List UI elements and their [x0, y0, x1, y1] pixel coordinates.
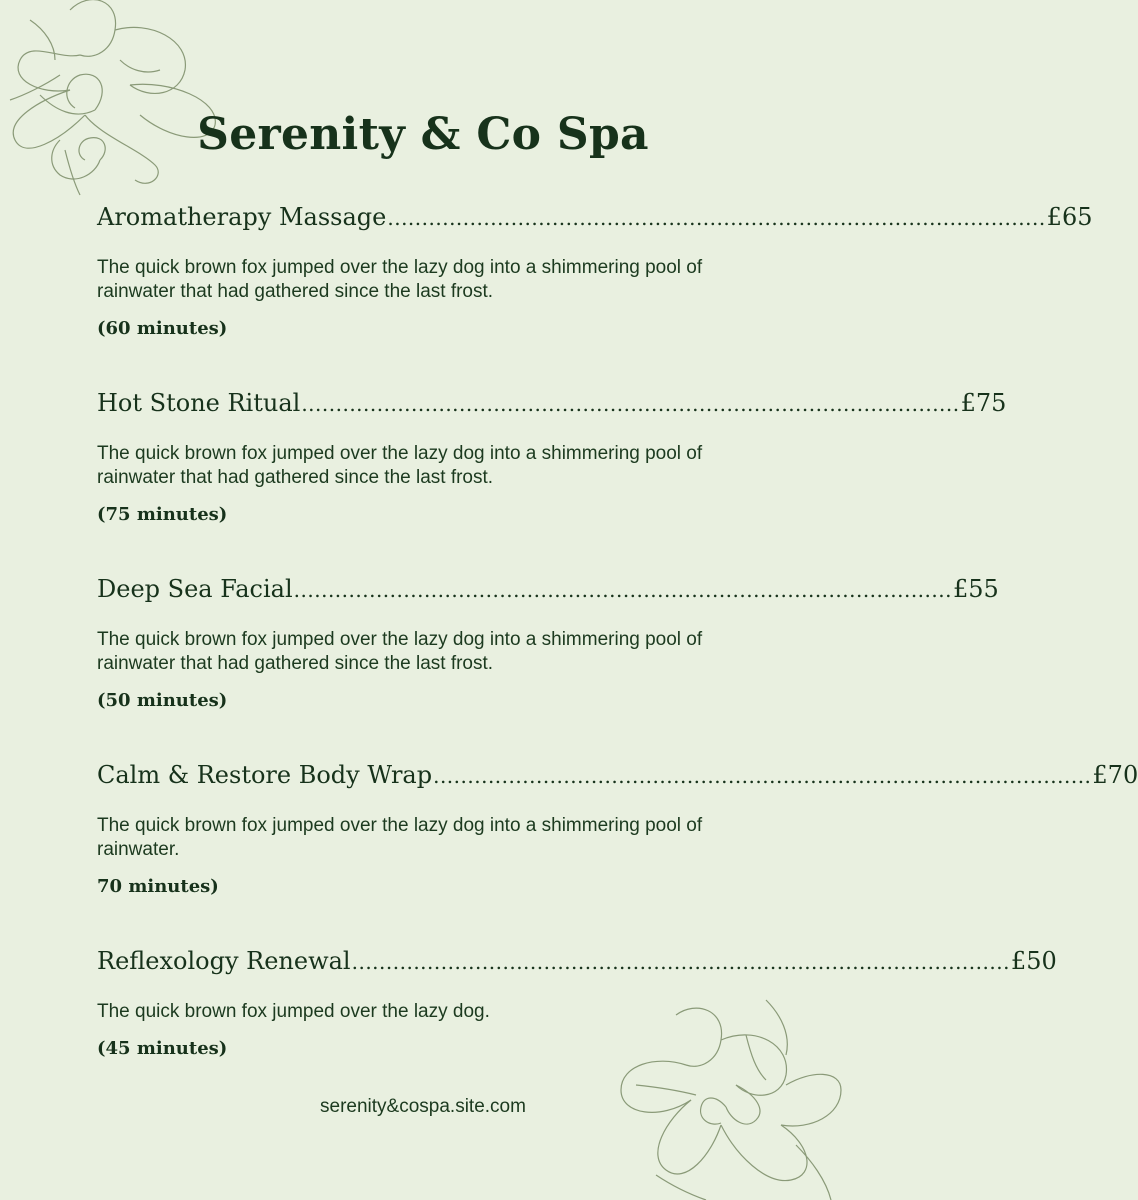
service-description: The quick brown fox jumped over the lazy dog into a shimmering pool of rainwater that had gathered since the last frost. [97, 629, 703, 674]
service-item [97, 761, 1138, 947]
service-price: £50 [1010, 947, 1057, 975]
service-item [97, 575, 999, 761]
service-header [97, 947, 1057, 987]
service-price: £65 [1046, 203, 1093, 231]
service-header [97, 761, 1138, 801]
service-description: The quick brown fox jumped over the lazy dog. [97, 1001, 490, 1022]
service-item [97, 203, 1093, 389]
dot-leader: ................................................................................................ [351, 950, 1010, 974]
service-header [97, 575, 999, 615]
dot-leader: ................................................................................................ [301, 392, 960, 416]
service-duration: (60 minutes) [97, 318, 228, 339]
page-title: Serenity & Co Spa [197, 109, 649, 161]
service-duration: (50 minutes) [97, 690, 228, 711]
service-name: Reflexology Renewal [97, 947, 351, 975]
service-description: The quick brown fox jumped over the lazy dog into a shimmering pool of rainwater that had gathered since the last frost. [97, 257, 703, 302]
floral-decoration-top-left [0, 0, 230, 195]
service-header [97, 389, 1007, 429]
dot-leader: ................................................................................................ [433, 764, 1092, 788]
service-name: Aromatherapy Massage [97, 203, 387, 231]
service-price: £70 [1092, 761, 1138, 789]
service-price: £75 [960, 389, 1007, 417]
service-item [97, 389, 1007, 575]
service-name: Calm & Restore Body Wrap [97, 761, 433, 789]
service-duration: 70 minutes) [97, 876, 219, 897]
floral-decoration-bottom-right [616, 995, 846, 1200]
service-list [97, 203, 1138, 1133]
service-name: Hot Stone Ritual [97, 389, 301, 417]
service-duration: (75 minutes) [97, 504, 228, 525]
service-name: Deep Sea Facial [97, 575, 293, 603]
service-price: £55 [952, 575, 999, 603]
service-header [97, 203, 1093, 243]
dot-leader: ................................................................................................ [293, 578, 952, 602]
service-description: The quick brown fox jumped over the lazy dog into a shimmering pool of rainwater that had gathered since the last frost. [97, 443, 703, 488]
service-duration: (45 minutes) [97, 1038, 228, 1059]
website-url: serenity&cospa.site.com [320, 1096, 526, 1117]
dot-leader: ................................................................................................ [387, 206, 1046, 230]
service-description: The quick brown fox jumped over the lazy dog into a shimmering pool of rainwater. [97, 815, 703, 860]
